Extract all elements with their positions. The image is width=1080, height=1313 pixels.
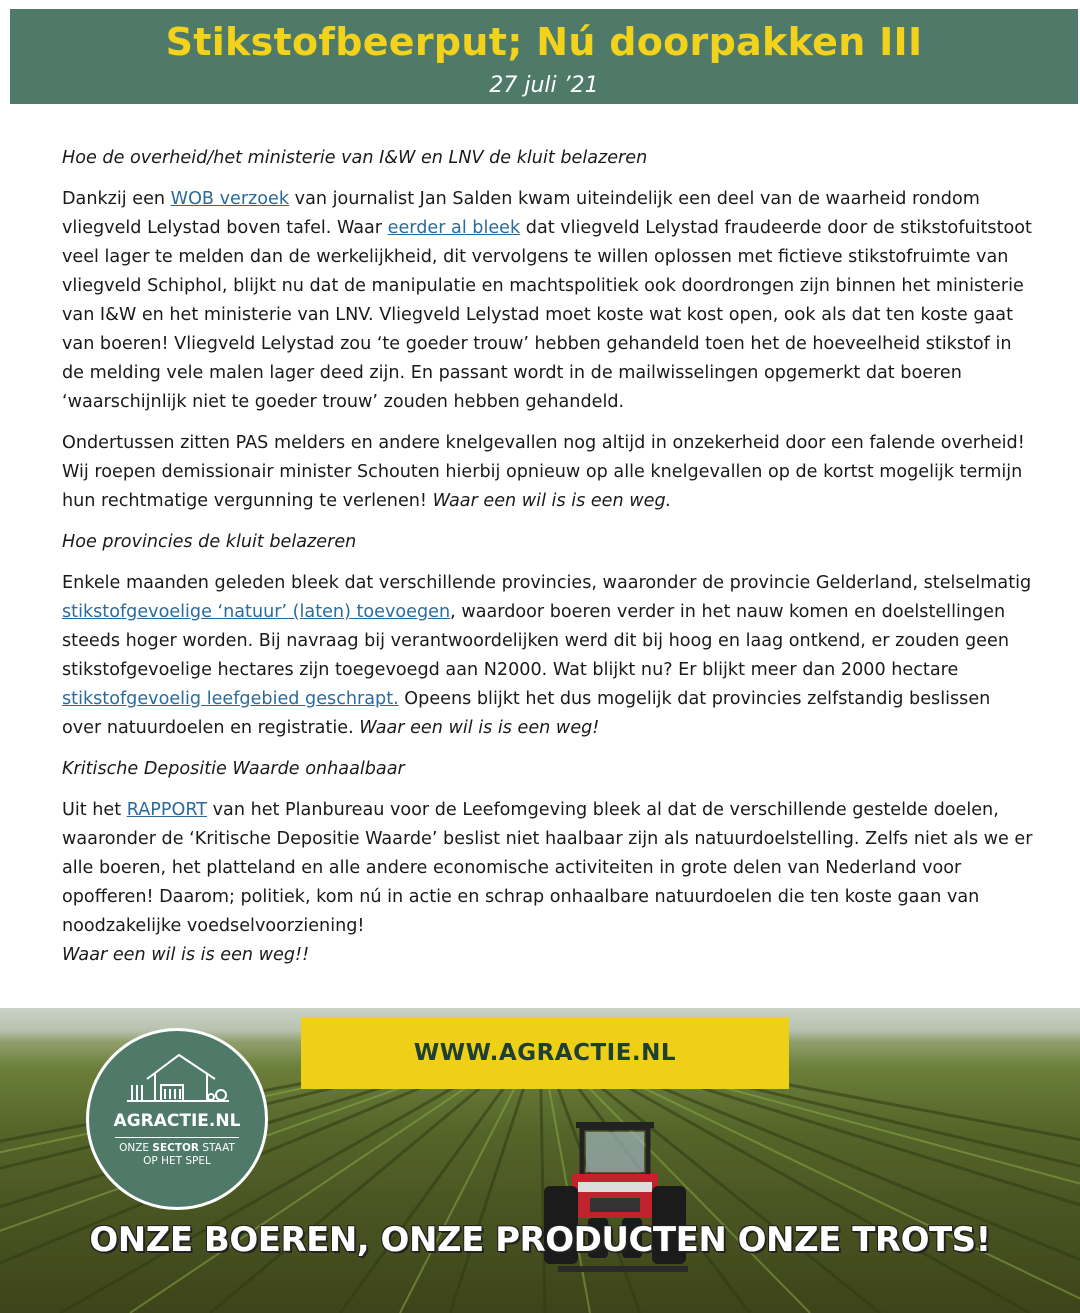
page-date: 27 juli ’21 [489, 73, 599, 98]
tagline-line2: OP HET SPEL [143, 1155, 211, 1167]
link-eerder-al-bleek[interactable]: eerder al bleek [387, 218, 521, 238]
footer-banner [0, 1008, 1080, 1313]
agractie-logo-badge [86, 1028, 268, 1210]
paragraph-wob [62, 185, 1034, 417]
badge-brand-name: AGRACTIE.NL [113, 1111, 241, 1131]
text: Opeens blijkt het dus mogelijk dat provincies zelfstandig beslissen over natuurdoelen en registratie. [62, 689, 991, 738]
link-natuur-toevoegen[interactable]: stikstofgevoelige ‘natuur’ (laten) toevoegen [62, 602, 451, 622]
tractor-image [538, 1116, 708, 1286]
section-heading-kdw: Kritische Depositie Waarde onhaalbaar [62, 759, 405, 779]
slogan: ONZE BOEREN, ONZE PRODUCTEN ONZE TROTS! [89, 1220, 991, 1260]
text: Enkele maanden geleden bleek dat verschillende provincies, waaronder de provincie Gelderland, stelselmatig [62, 573, 1032, 593]
tagline-sector: SECTOR [152, 1142, 200, 1154]
website-link-box[interactable] [301, 1017, 789, 1089]
badge-divider [115, 1137, 239, 1138]
text: Dankzij een [62, 189, 171, 209]
text: , waardoor boeren verder in het nauw komen en doelstellingen steeds hoger worden. Bij navraag bij verantwoordelijken werd dit bij hoog en laag ontkend, er zouden geen stikstofgevoelige hectares zijn toegevoegd aan N2000. Wat blijkt nu? Er blijkt meer dan 2000 hectare [62, 602, 1009, 680]
text: Ondertussen zitten PAS melders en andere knelgevallen nog altijd in onzekerheid door een falende overheid! Wij roepen demissionair minister Schouten hierbij opnieuw op alle knelgevallen op de kortst mogelijk termijn hun rechtmatige vergunning te verlenen! [62, 433, 1025, 511]
article-body [62, 144, 1034, 982]
text: dat vliegveld Lelystad fraudeerde door de stikstofuitstoot veel lager te melden dan de werkelijkheid, dit vervolgens te willen oplossen met fictieve stikstofruimte van vliegveld Schiphol, blijkt nu dat de manipulatie en machtspolitiek ook doordrongen zijn binnen het ministerie van I&W en het ministerie van LNV. Vliegveld Lelystad moet koste wat kost open, ook als dat ten koste gaat van boeren! Vliegveld Lelystad zou ‘te goeder trouw’ hebben gehandeld toen het de hoeveelheid stikstof in de melding vele malen lager deed zijn. En passant wordt in de mailwisselingen opgemerkt dat boeren ‘waarschijnlijk niet te goeder trouw’ zouden hebben gehandeld. [62, 218, 1032, 412]
section-heading-overheid: Hoe de overheid/het ministerie van I&W en LNV de kluit belazeren [62, 148, 648, 168]
paragraph-pas-melders [62, 429, 1034, 516]
link-leefgebied-geschrapt[interactable]: stikstofgevoelig leefgebied geschrapt. [62, 689, 399, 709]
section-heading-provincies: Hoe provincies de kluit belazeren [62, 532, 357, 552]
paragraph-provincies [62, 569, 1034, 743]
page-title: Stikstofbeerput; Nú doorpakken III [165, 20, 923, 64]
emphasis: Waar een wil is is een weg! [359, 718, 600, 738]
text: Uit het [62, 800, 127, 820]
tagline-part: STAAT [199, 1142, 235, 1154]
badge-tagline [89, 1142, 265, 1168]
tagline-part: ONZE [119, 1142, 153, 1154]
paragraph-rapport [62, 796, 1034, 970]
text: van het Planbureau voor de Leefomgeving bleek al dat de verschillende gestelde doelen, waaronder de ‘Kritische Depositie Waarde’ beslist niet haalbaar zijn als natuurdoelstelling. Zelfs niet als we er alle boeren, het platteland en alle andere economische activiteiten in grote delen van Nederland voor opofferen! Daarom; politiek, kom nú in actie en schrap onhaalbare natuurdoelen die ten koste gaan van noodzakelijke voedselvoorziening! [62, 800, 1033, 936]
link-wob-verzoek[interactable]: WOB verzoek [170, 189, 290, 209]
link-rapport[interactable]: RAPPORT [126, 800, 208, 820]
website-url[interactable]: WWW.AGRACTIE.NL [413, 1040, 677, 1066]
farm-house-icon [117, 1049, 237, 1107]
emphasis: Waar een wil is is een weg!! [62, 945, 310, 965]
emphasis: Waar een wil is is een weg. [432, 491, 672, 511]
header-bar [10, 9, 1078, 104]
text: van journalist Jan Salden kwam uiteindelijk een deel van de waarheid rondom vliegveld Lelystad boven tafel. Waar [62, 189, 980, 238]
